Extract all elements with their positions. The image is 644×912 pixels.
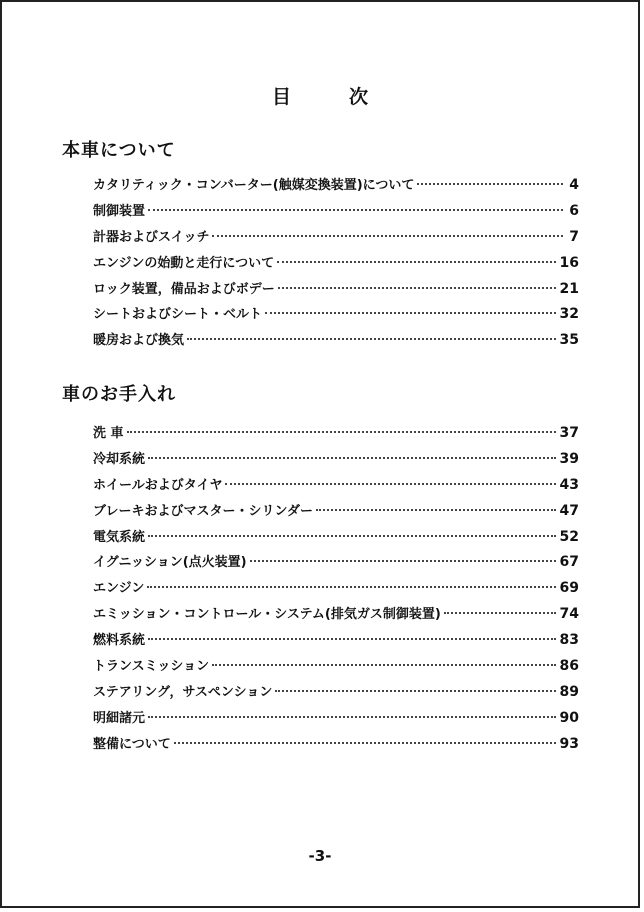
section-heading: 車のお手入れ — [62, 384, 176, 405]
toc-entry-label: エンジンの始動と走行について — [93, 255, 275, 271]
toc-entry — [93, 707, 579, 733]
toc-entry-label: トランスミッション — [93, 659, 210, 675]
toc-entry-page: 90 — [559, 709, 579, 726]
toc-entry-label: ロック装置，備品およびボデー — [93, 281, 275, 297]
dot-leader — [148, 535, 556, 537]
page-title: 目次 — [271, 86, 426, 108]
dot-leader — [212, 664, 555, 666]
toc-entry — [93, 422, 579, 448]
toc-entry-page: 89 — [559, 683, 579, 700]
toc-entry — [93, 474, 579, 500]
section-heading: 本車について — [62, 140, 176, 161]
toc-entry — [93, 278, 579, 304]
toc-entry-page: 52 — [559, 528, 579, 545]
toc-entry-label: ステアリング，サスペンション — [93, 684, 273, 700]
dot-leader — [278, 287, 556, 289]
toc-list — [93, 174, 579, 355]
dot-leader — [187, 338, 556, 340]
toc-entry — [93, 174, 579, 200]
toc-entry-page: 4 — [569, 177, 579, 193]
toc-entry-page: 35 — [559, 332, 579, 349]
dot-leader — [275, 690, 555, 692]
toc-entry-label: カタリティック・コンバーター(触媒変換装置)について — [93, 178, 415, 193]
dot-leader — [148, 716, 556, 718]
dot-leader — [147, 586, 555, 588]
dot-leader — [212, 235, 563, 237]
dot-leader — [444, 612, 556, 614]
toc-entry — [93, 200, 579, 226]
toc-entry — [93, 655, 579, 681]
toc-entry-label: エミッション・コントロール・システム(排気ガス制御装置) — [93, 607, 441, 623]
toc-entry — [93, 603, 579, 629]
toc-entry — [93, 577, 579, 603]
dot-leader — [277, 261, 555, 263]
toc-entry-label: 整備について — [93, 736, 171, 752]
toc-entry-page: 83 — [559, 632, 579, 649]
toc-entry-page: 67 — [559, 554, 579, 571]
toc-entry — [93, 303, 579, 329]
dot-leader — [148, 209, 563, 211]
toc-entry-label: ブレーキおよびマスター・シリンダー — [93, 503, 313, 519]
toc-entry-label: 制御装置 — [93, 203, 146, 219]
toc-entry-page: 6 — [569, 202, 579, 219]
toc-entry-label: 電気系統 — [93, 529, 146, 545]
page-number: -3- — [308, 847, 332, 865]
toc-entry-label: 明細諸元 — [93, 710, 146, 726]
dot-leader — [148, 638, 556, 640]
toc-entry-page: 7 — [569, 228, 579, 245]
toc-entry — [93, 252, 579, 278]
toc-entry-page: 39 — [559, 450, 579, 467]
dot-leader — [225, 483, 555, 485]
toc-entry-label: 洗 車 — [93, 426, 124, 441]
toc-entry — [93, 551, 579, 577]
toc-entry-page: 47 — [559, 502, 579, 519]
toc-entry-page: 37 — [559, 425, 579, 441]
toc-entry-label: 冷却系統 — [93, 451, 146, 467]
toc-entry-page: 74 — [559, 606, 579, 623]
dot-leader — [417, 183, 563, 185]
toc-entry-page: 86 — [559, 658, 579, 675]
dot-leader — [265, 312, 556, 314]
toc-entry — [93, 500, 579, 526]
toc-entry — [93, 681, 579, 707]
toc-entry — [93, 526, 579, 552]
toc-list — [93, 422, 579, 759]
dot-leader — [250, 560, 556, 562]
dot-leader — [127, 431, 556, 433]
toc-entry-page: 43 — [559, 476, 579, 493]
toc-entry — [93, 629, 579, 655]
toc-entry-label: エンジン — [93, 581, 145, 597]
toc-entry-label: ホイールおよびタイヤ — [93, 477, 223, 493]
dot-leader — [316, 509, 556, 511]
toc-entry-page: 93 — [559, 735, 579, 752]
toc-entry-page: 69 — [559, 580, 579, 597]
toc-entry-label: イグニッション(点火装置) — [93, 555, 247, 571]
toc-entry-label: シートおよびシート・ベルト — [93, 307, 263, 323]
toc-entry-label: 暖房および換気 — [93, 333, 185, 349]
dot-leader — [148, 457, 556, 459]
toc-entry — [93, 329, 579, 355]
toc-entry-page: 16 — [559, 254, 579, 271]
toc-entry-label: 計器およびスイッチ — [93, 229, 210, 245]
toc-entry — [93, 733, 579, 759]
dot-leader — [174, 742, 556, 744]
toc-entry-page: 21 — [559, 280, 579, 297]
toc-entry — [93, 226, 579, 252]
toc-entry-page: 32 — [559, 306, 579, 323]
toc-entry-label: 燃料系統 — [93, 633, 146, 649]
toc-entry — [93, 448, 579, 474]
